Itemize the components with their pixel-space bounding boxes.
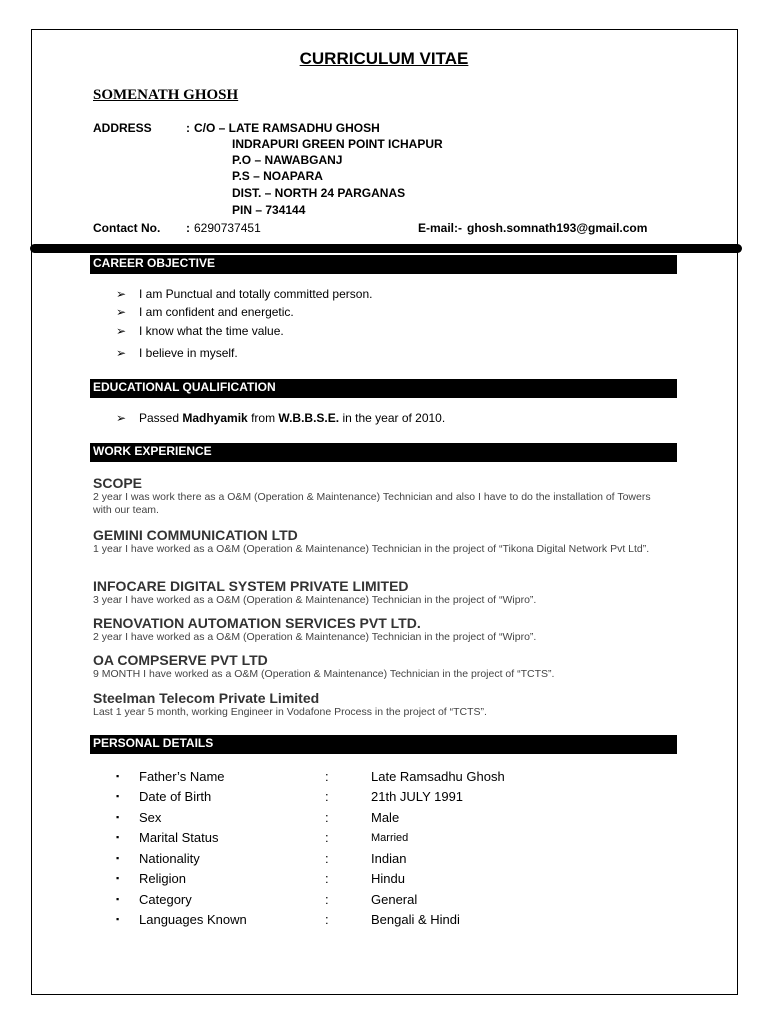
education-exam: Madhyamik — [182, 411, 248, 425]
detail-value: Bengali & Hindi — [371, 912, 460, 927]
address-line: DIST. – NORTH 24 PARGANAS — [232, 186, 406, 200]
detail-separator: : — [325, 851, 329, 866]
company-name: OA COMPSERVE PVT LTD — [93, 652, 268, 668]
document-title: CURRICULUM VITAE — [299, 49, 469, 68]
education-mid: from — [251, 411, 276, 425]
section-education: EDUCATIONAL QUALIFICATION — [90, 379, 677, 398]
detail-label: Father’s Name — [139, 769, 225, 784]
section-personal-details: PERSONAL DETAILS — [90, 735, 677, 754]
company-description: 9 MONTH I have worked as a O&M (Operation & Maintenance) Technician in the project of “TCTS”. — [93, 668, 555, 680]
square-bullet-icon: ▪ — [116, 894, 120, 904]
company-description: 3 year I have worked as a O&M (Operation & Maintenance) Technician in the project of “Wipro”. — [93, 594, 537, 606]
arrow-bullet-icon: ➢ — [116, 346, 127, 360]
detail-label: Nationality — [139, 851, 200, 866]
detail-value: Hindu — [371, 871, 405, 886]
address-line: P.S – NOAPARA — [232, 169, 323, 183]
detail-separator: : — [325, 810, 329, 825]
square-bullet-icon: ▪ — [116, 791, 120, 801]
detail-value: 21th JULY 1991 — [371, 789, 464, 804]
arrow-bullet-icon: ➢ — [116, 324, 127, 338]
arrow-bullet-icon: ➢ — [116, 305, 127, 319]
detail-value: Married — [371, 832, 409, 844]
detail-value: General — [371, 892, 418, 907]
contact-number: 6290737451 — [194, 221, 261, 235]
detail-separator: : — [325, 769, 329, 784]
company-description: 2 year I have worked as a O&M (Operation & Maintenance) Technician in the project of “Wipro”. — [93, 631, 537, 643]
detail-label: Sex — [139, 810, 162, 825]
detail-separator: : — [325, 830, 329, 845]
square-bullet-icon: ▪ — [116, 873, 120, 883]
education-suffix: in the year of 2010. — [342, 411, 446, 425]
objective-item: I believe in myself. — [139, 346, 238, 360]
objective-item: I am Punctual and totally committed person. — [139, 287, 373, 301]
section-career-objective: CAREER OBJECTIVE — [90, 255, 677, 274]
company-name: SCOPE — [93, 475, 143, 491]
email-address[interactable]: ghosh.somnath193@gmail.com — [467, 221, 648, 235]
company-name: GEMINI COMMUNICATION LTD — [93, 527, 298, 543]
candidate-name: SOMENATH GHOSH — [93, 87, 239, 103]
company-description: 2 year I was work there as a O&M (Operation & Maintenance) Technician and also I have to do the installation of Towers with our team. — [93, 491, 651, 516]
education-board: W.B.B.S.E. — [278, 411, 340, 425]
address-line: INDRAPURI GREEN POINT ICHAPUR — [232, 137, 443, 151]
contact-label: Contact No. — [93, 221, 161, 235]
address-line: P.O – NAWABGANJ — [232, 153, 343, 167]
detail-separator: : — [325, 871, 329, 886]
section-work-experience: WORK EXPERIENCE — [90, 443, 677, 462]
company-description: Last 1 year 5 month, working Engineer in Vodafone Process in the project of “TCTS”. — [93, 706, 487, 718]
company-name: RENOVATION AUTOMATION SERVICES PVT LTD. — [93, 615, 421, 631]
education-item — [139, 411, 445, 425]
detail-separator: : — [325, 892, 329, 907]
company-name: INFOCARE DIGITAL SYSTEM PRIVATE LIMITED — [93, 578, 409, 594]
arrow-bullet-icon: ➢ — [116, 411, 127, 425]
detail-label: Marital Status — [139, 830, 219, 845]
objective-item: I know what the time value. — [139, 324, 284, 338]
address-separator: : — [186, 121, 190, 135]
arrow-bullet-icon: ➢ — [116, 287, 127, 301]
education-prefix: Passed — [139, 411, 180, 425]
objective-item: I am confident and energetic. — [139, 305, 294, 319]
detail-value: Indian — [371, 851, 407, 866]
square-bullet-icon: ▪ — [116, 914, 120, 924]
detail-value: Late Ramsadhu Ghosh — [371, 769, 505, 784]
detail-separator: : — [325, 912, 329, 927]
contact-separator: : — [186, 221, 190, 235]
email-label: E-mail:- — [418, 221, 463, 235]
address-line: C/O – LATE RAMSADHU GHOSH — [194, 121, 380, 135]
detail-separator: : — [325, 789, 329, 804]
square-bullet-icon: ▪ — [116, 832, 120, 842]
header-divider — [30, 244, 742, 253]
square-bullet-icon: ▪ — [116, 853, 120, 863]
address-label: ADDRESS — [93, 121, 152, 135]
square-bullet-icon: ▪ — [116, 771, 120, 781]
detail-label: Date of Birth — [139, 789, 212, 804]
detail-label: Languages Known — [139, 912, 247, 927]
detail-label: Category — [139, 892, 192, 907]
square-bullet-icon: ▪ — [116, 812, 120, 822]
detail-label: Religion — [139, 871, 186, 886]
company-name: Steelman Telecom Private Limited — [93, 690, 320, 706]
company-description: 1 year I have worked as a O&M (Operation & Maintenance) Technician in the project of “Tikona Digital Network Pvt Ltd”. — [93, 543, 650, 555]
detail-value: Male — [371, 810, 400, 825]
address-line: PIN – 734144 — [232, 203, 306, 217]
